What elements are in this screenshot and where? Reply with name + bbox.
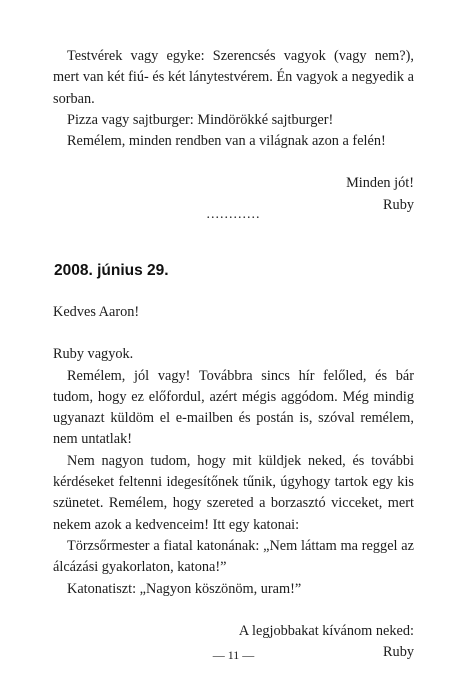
letter-greeting: Kedves Aaron! [53, 304, 140, 320]
letter-signature: Ruby [383, 644, 414, 661]
paragraph-joke-intro: Nem nagyon tudom, hogy mit küldjek neked, és további kérdéseket feltenni idegesítőnek tűnik, úgyhogy tartok egy kis szünetet. Remélem, hogy szereted a borzasztó vicceket, mert nekem azok a kedvenceim! Itt egy katonai: [53, 452, 414, 533]
section-separator: ............ [206, 207, 261, 222]
letter-body [53, 302, 414, 663]
paragraph-joke-line-1: Törzsőrmester a fiatal katonának: „Nem láttam ma reggel az álcázási gyakorlaton, katona!” [53, 537, 414, 576]
closing-line: Minden jót! [346, 175, 414, 192]
paragraph-joke-line-2: Katonatiszt: „Nagyon köszönöm, uram!” [67, 580, 302, 597]
signature: Ruby [383, 196, 414, 213]
paragraph-hope: Remélem, jól vagy! Továbbra sincs hír felőled, és bár tudom, hogy ez előfordul, azért mégis aggódom. Még mindig ugyanazt küldöm el e-mailben és postán is, szóval remélem, nem untatlak! [53, 367, 414, 448]
paragraph-wishes: Remélem, minden rendben van a világnak azon a felén! [67, 133, 386, 150]
letter-intro: Ruby vagyok. [53, 346, 134, 363]
paragraph-siblings: Testvérek vagy egyke: Szerencsés vagyok (vagy nem?), mert van két fiú- és két lánytestvérem. Én vagyok a negyedik a sorban. [53, 48, 414, 107]
previous-letter-ending [53, 46, 414, 216]
letter-date-heading: 2008. június 29. [54, 262, 169, 279]
paragraph-pizza: Pizza vagy sajtburger: Mindörökké sajtburger! [67, 111, 334, 128]
page-number: — 11 — [212, 648, 255, 662]
letter-closing: A legjobbakat kívánom neked: [238, 622, 414, 639]
